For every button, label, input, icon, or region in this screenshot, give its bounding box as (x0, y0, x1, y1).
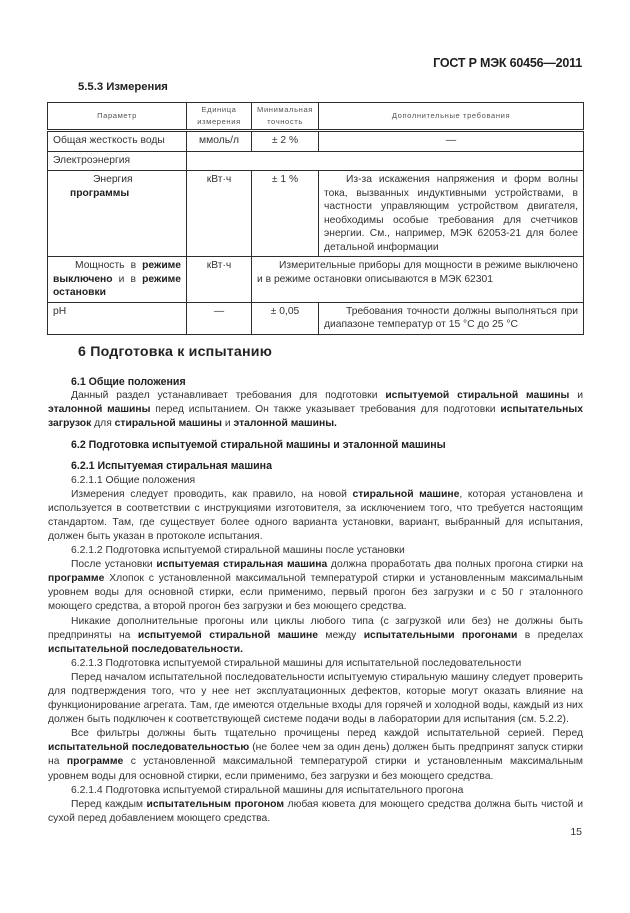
section-6-2-1-3-title: 6.2.1.3 Подготовка испытуемой стиральной машины для испытательной последовательности (71, 657, 522, 669)
term: стиральной машины (114, 418, 222, 430)
table-row (48, 131, 584, 152)
term: испытуемая стиральная машина (156, 559, 328, 571)
section-6-2-title: 6.2 Подготовка испытуемой стиральной машины и эталонной машины (71, 439, 446, 452)
text: и (221, 418, 234, 430)
section-6-2-1-title: 6.2.1 Испытуемая стиральная машина (71, 460, 272, 473)
param-text: и в (112, 273, 143, 285)
cell-accuracy: ± 2 % (252, 131, 319, 152)
term: эталонной машины (48, 404, 151, 416)
cell-accuracy: ± 1 % (252, 171, 319, 257)
column-header-accuracy: Минимальная точность (252, 103, 319, 131)
paragraph: Перед началом испытательной последовательности испытуемую стиральную машину следует проверить для подтверждения того, что у нее нет эксплуатационных дефектов, которые могут оказать влияние на функционирование агрегата. Там, где имеются отдельные входы для горячей и холодной воды, каждый из них должен быть подключен к соответствующей системе подачи воды в лаборатории для испытания (см. 5.2.2). (48, 671, 583, 726)
measurements-table (47, 102, 584, 335)
column-header-parameter: Параметр (48, 103, 187, 131)
term: эталонной машины. (233, 418, 337, 430)
term: программе (48, 573, 105, 585)
text: Данный раздел устанавливает требования для подготовки (71, 390, 386, 402)
cell-param-group: Электроэнергия (48, 152, 187, 171)
param-text: Мощность в (75, 260, 143, 271)
cell-empty (187, 152, 584, 171)
text: перед испытанием. Он также указывает требования для подготовки (150, 404, 501, 416)
text: Измерения следует проводить, как правило, на новой (71, 488, 353, 500)
text: между (317, 629, 364, 641)
term: испытательной последовательностью (48, 742, 250, 754)
cell-requirements: Из-за искажения напряжения и форм волны тока, вызванных индуктивными устройствами, в частности управляющим устройством двигателя, необходимы особые требования для счетчиков энергии. См., например, МЭК 62053-21 для более детальной информации (319, 171, 584, 257)
term: испытательных загрузок (48, 404, 583, 430)
cell-accuracy: ± 0,05 (252, 302, 319, 334)
cell-unit: кВт·ч (187, 257, 252, 303)
cell-unit: ммоль/л (187, 131, 252, 152)
cell-param (48, 257, 187, 303)
column-header-requirements: Дополнительные требования (319, 103, 584, 131)
document-header-id: ГОСТ Р МЭК 60456—2011 (433, 56, 582, 70)
term: испытуемой стиральной машине (137, 629, 318, 641)
text: Хлопок с установленной максимальной температурой стирки и установленным максимальным уровнем воды для основной стирки, если применимо, первый прогон без загрузки и с 50 г эталонного моющего средства, а второй прогон без загрузки и без моющего средства. (48, 573, 583, 613)
text: Никакие дополнительные прогоны или циклы любого типа (с загрузкой или без) не должны быть предприняты на (48, 615, 583, 641)
table-row (48, 302, 584, 334)
text: (не более чем за один день) должен быть предпринят запуск стирки на (48, 742, 583, 768)
text: с установленной максимальной температурой стирки и установленным максимальным уровнем воды для основной стирки, если применимо, без загрузки и без моющего средства. (48, 756, 583, 782)
text: Все фильтры должны быть тщательно прочищены перед каждой испытательной серией. Перед (71, 728, 583, 740)
text: для (91, 418, 115, 430)
param-text: Энергия (93, 174, 133, 185)
table-row (48, 257, 584, 303)
cell-param (48, 171, 187, 257)
term: испытательной последовательности. (48, 643, 244, 655)
term: стиральной машине (352, 488, 460, 500)
section-6-2-1-1-title: 6.2.1.1 Общие положения (71, 474, 196, 486)
term: испытательным прогоном (146, 798, 285, 810)
paragraph (48, 727, 583, 783)
cell-param: pH (48, 302, 187, 334)
section-6-2-1-2-title: 6.2.1.2 Подготовка испытуемой стиральной машины после установки (71, 545, 405, 557)
text: , которая установлена и используется в соответствии с инструкциями изготовителя, за исключением того, что требуется настоящим стандартом. Там, где существует более одного варианта установки, вариант, выбранный для испытания, должен быть указан в протоколе испытания. (48, 488, 583, 542)
paragraph (48, 615, 583, 657)
text: Перед каждым (71, 798, 147, 810)
section-5-5-3-title: 5.5.3 Измерения (78, 81, 168, 93)
cell-param: Общая жесткость воды (48, 131, 187, 152)
param-term: режиме выключено (53, 260, 181, 285)
term: программе (66, 756, 124, 768)
paragraph (48, 798, 583, 826)
column-header-unit: Единица измерения (187, 103, 252, 131)
term: испытуемой стиральной машины (385, 390, 570, 402)
text: После установки (71, 559, 157, 571)
table-header-row (48, 103, 584, 131)
section-6-title: 6 Подготовка к испытанию (78, 344, 273, 360)
cell-requirements: Требования точности должны выполняться при диапазоне температур от 15 °С до 25 °С (319, 302, 584, 334)
paragraph (48, 488, 583, 544)
term: испытательными прогонами (363, 629, 518, 641)
cell-requirements: — (319, 131, 584, 152)
text: в пределах (517, 629, 583, 641)
text: любая кювета для моющего средства должна быть чистой и сухой перед добавлением моющего средства. (48, 798, 583, 824)
page-number: 15 (570, 826, 582, 838)
cell-unit: кВт·ч (187, 171, 252, 257)
section-6-1-title: 6.1 Общие положения (71, 376, 186, 388)
text: должна проработать два полных прогона стирки на (327, 559, 584, 571)
paragraph (48, 389, 583, 431)
cell-unit: — (187, 302, 252, 334)
paragraph (48, 558, 583, 614)
param-term: режиме остановки (53, 273, 181, 298)
table-row (48, 171, 584, 257)
cell-requirements: Измерительные приборы для мощности в режиме выключено и в режиме остановки описываются в МЭК 62301 (252, 257, 584, 303)
section-6-2-1-4-title: 6.2.1.4 Подготовка испытуемой стиральной машины для испытательного прогона (71, 784, 464, 796)
param-term: программы (70, 187, 130, 199)
text: и (569, 390, 584, 402)
table-row-group (48, 152, 584, 171)
section-6-body (48, 375, 583, 826)
